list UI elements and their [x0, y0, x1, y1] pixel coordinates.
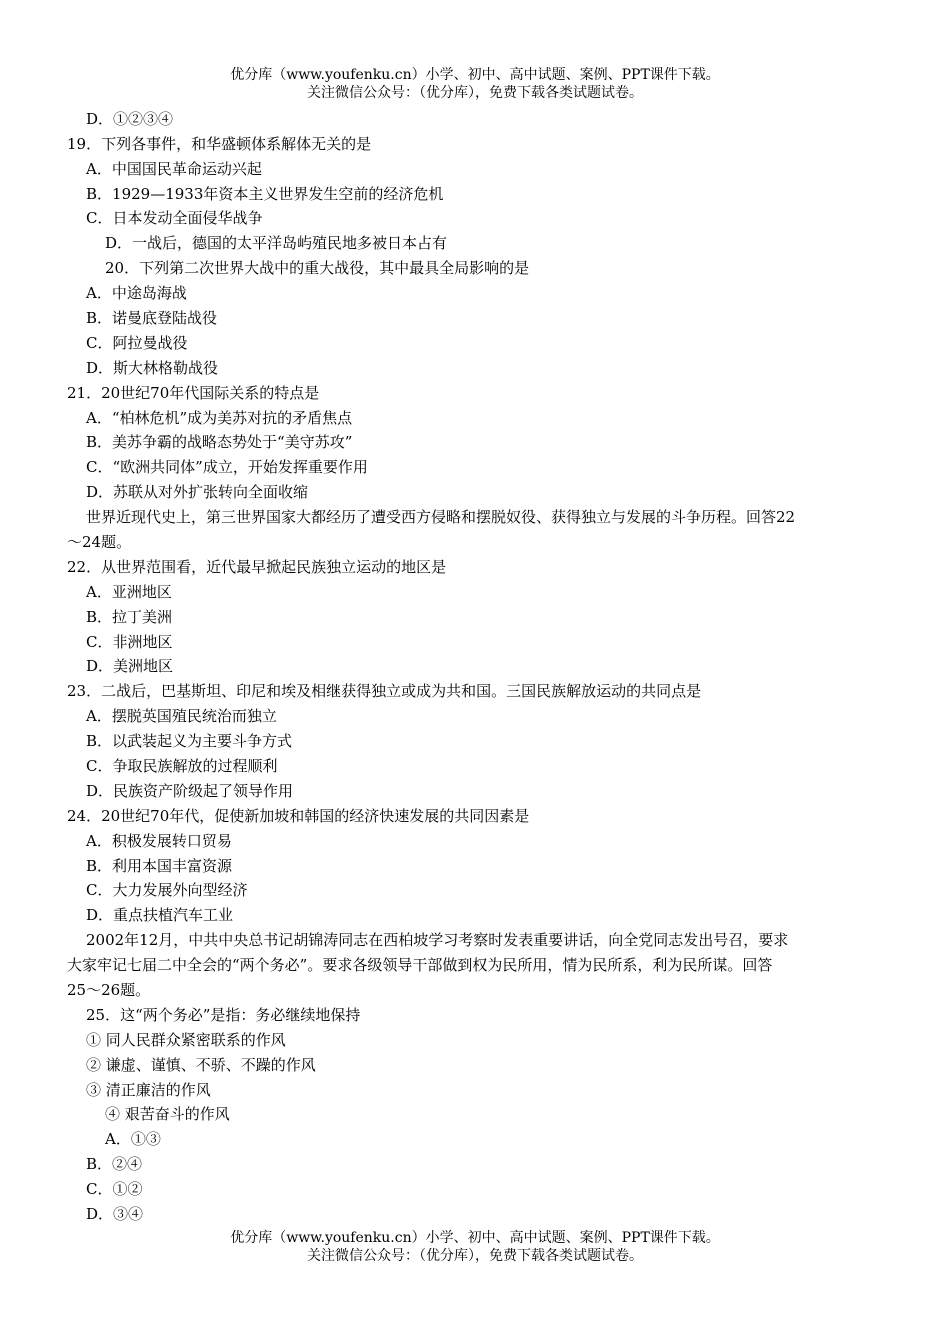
option-line: C．①②: [86, 1180, 143, 1198]
question-21: 21．20世纪70年代国际关系的特点是: [67, 384, 320, 402]
page-header-top: [0, 66, 950, 102]
option-line: C．日本发动全面侵华战争: [86, 209, 263, 227]
text-line: D．①②③④: [86, 110, 174, 128]
option-line: B．利用本国丰富资源: [86, 857, 233, 875]
option-line: C．“欧洲共同体”成立，开始发挥重要作用: [86, 458, 368, 476]
statement-line: ② 谦虚、谨慎、不骄、不躁的作风: [86, 1056, 316, 1074]
passage-line: 世界近现代史上，第三世界国家大都经历了遭受西方侵略和摆脱奴役、获得独立与发展的斗争历程。回答22: [86, 508, 796, 526]
option-line: A．中途岛海战: [86, 284, 187, 302]
passage-line: 2002年12月，中共中央总书记胡锦涛同志在西柏坡学习考察时发表重要讲话，向全党同志发出号召，要求: [86, 931, 789, 949]
footer-line-1: 优分库（www.youfenku.cn）小学、初中、高中试题、案例、PPT课件下载。: [230, 1230, 720, 1246]
option-line: B．1929—1933年资本主义世界发生空前的经济危机: [86, 185, 444, 203]
question-22: 22．从世界范围看，近代最早掀起民族独立运动的地区是: [67, 558, 447, 576]
question-25: 25．这“两个务必”是指：务必继续地保持: [86, 1006, 361, 1024]
option-line: D．一战后，德国的太平洋岛屿殖民地多被日本占有: [105, 234, 448, 252]
option-line: C．阿拉曼战役: [86, 334, 188, 352]
passage-line: 25～26题。: [67, 981, 151, 999]
option-line: C．非洲地区: [86, 633, 173, 651]
header-line-2: 关注微信公众号：（优分库），免费下载各类试题试卷。: [307, 85, 643, 101]
option-line: B．以武装起义为主要斗争方式: [86, 732, 293, 750]
option-line: B．拉丁美洲: [86, 608, 173, 626]
question-19: 19．下列各事件，和华盛顿体系解体无关的是: [67, 135, 372, 153]
option-line: D．③④: [86, 1205, 144, 1223]
option-line: D．民族资产阶级起了领导作用: [86, 782, 294, 800]
option-line: A．积极发展转口贸易: [86, 832, 232, 850]
option-line: B．美苏争霸的战略态势处于“美守苏攻”: [86, 433, 353, 451]
option-line: A．“柏林危机”成为美苏对抗的矛盾焦点: [86, 409, 353, 427]
option-line: A．亚洲地区: [86, 583, 172, 601]
passage-line: ～24题。: [67, 533, 132, 551]
option-line: B．诺曼底登陆战役: [86, 309, 218, 327]
option-line: A．中国国民革命运动兴起: [86, 160, 262, 178]
question-23: 23．二战后，巴基斯坦、印尼和埃及相继获得独立或成为共和国。三国民族解放运动的共同点是: [67, 682, 702, 700]
option-line: D．斯大林格勒战役: [86, 359, 219, 377]
option-line: B．②④: [86, 1155, 143, 1173]
option-line: D．苏联从对外扩张转向全面收缩: [86, 483, 309, 501]
option-line: D．重点扶植汽车工业: [86, 906, 234, 924]
footer-line-2: 关注微信公众号：（优分库），免费下载各类试题试卷。: [307, 1248, 643, 1264]
option-line: C．大力发展外向型经济: [86, 881, 248, 899]
option-line: A．摆脱英国殖民统治而独立: [86, 707, 277, 725]
option-line: A．①③: [105, 1130, 161, 1148]
passage-line: 大家牢记七届二中全会的“两个务必”。要求各级领导干部做到权为民所用，情为民所系，利为民所谋。回答: [67, 956, 773, 974]
statement-line: ① 同人民群众紧密联系的作风: [86, 1031, 286, 1049]
statement-line: ③ 清正廉洁的作风: [86, 1081, 211, 1099]
page-footer: [0, 1229, 950, 1265]
option-line: C．争取民族解放的过程顺利: [86, 757, 278, 775]
question-24: 24．20世纪70年代，促使新加坡和韩国的经济快速发展的共同因素是: [67, 807, 530, 825]
statement-line: ④ 艰苦奋斗的作风: [105, 1105, 230, 1123]
option-line: D．美洲地区: [86, 657, 174, 675]
header-line-1: 优分库（www.youfenku.cn）小学、初中、高中试题、案例、PPT课件下载。: [230, 67, 720, 83]
question-20: 20．下列第二次世界大战中的重大战役，其中最具全局影响的是: [105, 259, 530, 277]
